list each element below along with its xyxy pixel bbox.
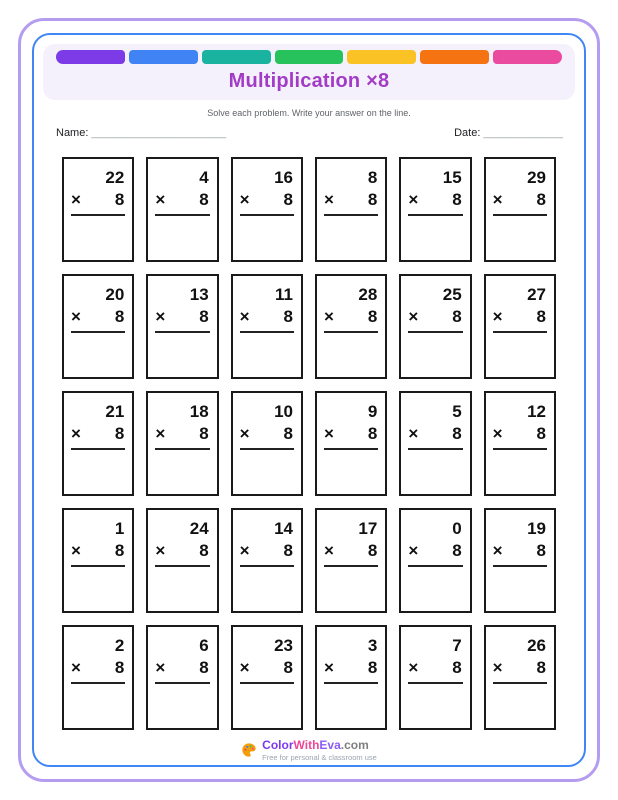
multiply-sign: × bbox=[155, 541, 166, 560]
problem-box bbox=[231, 625, 303, 730]
multiplier: 8 bbox=[452, 541, 462, 560]
answer-space bbox=[71, 567, 125, 617]
multiplier: 8 bbox=[452, 307, 462, 326]
operation-row bbox=[240, 308, 294, 333]
multiplier: 8 bbox=[199, 307, 209, 326]
problem-box bbox=[62, 625, 134, 730]
multiplier: 8 bbox=[283, 541, 293, 560]
date-label: Date: bbox=[454, 127, 481, 139]
multiplier: 8 bbox=[199, 658, 209, 677]
operation-row bbox=[324, 542, 378, 567]
multiplicand: 23 bbox=[274, 636, 293, 655]
answer-space bbox=[324, 684, 378, 734]
answer-space bbox=[493, 684, 547, 734]
multiplicand: 10 bbox=[274, 402, 293, 421]
worksheet-inner-frame bbox=[32, 33, 586, 767]
multiply-sign: × bbox=[155, 190, 166, 209]
multiplicand: 5 bbox=[452, 402, 462, 421]
operation-row bbox=[408, 308, 462, 333]
multiplier: 8 bbox=[367, 541, 378, 560]
multiply-sign: × bbox=[492, 307, 503, 326]
multiplier: 8 bbox=[536, 424, 546, 443]
operation-row bbox=[155, 308, 209, 333]
multiply-sign: × bbox=[408, 190, 419, 209]
multiply-sign: × bbox=[239, 424, 250, 443]
multiplicand: 16 bbox=[274, 168, 293, 187]
answer-space bbox=[155, 567, 209, 617]
operation-row bbox=[324, 308, 378, 333]
multiplicand: 15 bbox=[442, 168, 462, 187]
problem-box bbox=[146, 391, 218, 496]
operation-row bbox=[71, 191, 125, 216]
multiply-sign: × bbox=[71, 541, 81, 560]
rainbow-bar bbox=[56, 50, 562, 64]
rainbow-bar-segment bbox=[493, 50, 562, 64]
worksheet-page bbox=[18, 18, 600, 782]
multiplier: 8 bbox=[114, 190, 125, 209]
operation-row bbox=[240, 542, 294, 567]
problem-box bbox=[231, 391, 303, 496]
operation-row bbox=[155, 191, 209, 216]
answer-space bbox=[240, 567, 294, 617]
multiplier: 8 bbox=[367, 190, 378, 209]
operation-row bbox=[155, 659, 209, 684]
multiplicand: 1 bbox=[114, 519, 125, 538]
problem-box bbox=[399, 391, 471, 496]
multiplier: 8 bbox=[114, 307, 125, 326]
multiply-sign: × bbox=[239, 541, 250, 560]
multiplier: 8 bbox=[114, 541, 125, 560]
rainbow-bar-segment bbox=[275, 50, 344, 64]
multiply-sign: × bbox=[324, 307, 334, 326]
problems-grid bbox=[62, 157, 556, 730]
operation-row bbox=[155, 542, 209, 567]
multiplicand: 24 bbox=[189, 519, 209, 538]
problem-box bbox=[399, 157, 471, 262]
multiply-sign: × bbox=[324, 658, 334, 677]
problem-box bbox=[62, 274, 134, 379]
answer-space bbox=[71, 450, 125, 500]
multiplicand: 22 bbox=[105, 168, 125, 187]
answer-space bbox=[408, 450, 462, 500]
answer-space bbox=[155, 216, 209, 266]
multiply-sign: × bbox=[71, 307, 81, 326]
problem-box bbox=[484, 391, 556, 496]
problem-box bbox=[231, 274, 303, 379]
operation-row bbox=[71, 542, 125, 567]
name-label: Name: bbox=[56, 127, 89, 139]
multiply-sign: × bbox=[71, 658, 81, 677]
answer-space bbox=[155, 684, 209, 734]
multiplier: 8 bbox=[536, 307, 546, 326]
multiplier: 8 bbox=[452, 658, 462, 677]
footer-text-block bbox=[262, 739, 377, 762]
operation-row bbox=[71, 659, 125, 684]
multiplicand: 18 bbox=[189, 402, 209, 421]
answer-space bbox=[324, 567, 378, 617]
multiplicand: 25 bbox=[442, 285, 462, 304]
multiplicand: 26 bbox=[527, 636, 546, 655]
multiply-sign: × bbox=[239, 307, 250, 326]
multiplier: 8 bbox=[114, 424, 125, 443]
multiply-sign: × bbox=[492, 190, 503, 209]
multiplicand: 20 bbox=[105, 285, 125, 304]
multiplier: 8 bbox=[536, 541, 546, 560]
answer-space bbox=[493, 450, 547, 500]
answer-space bbox=[71, 684, 125, 734]
multiplier: 8 bbox=[199, 424, 209, 443]
name-blank-line: ______________________ bbox=[91, 127, 227, 139]
multiplier: 8 bbox=[367, 424, 378, 443]
multiplier: 8 bbox=[199, 190, 209, 209]
problem-box bbox=[399, 625, 471, 730]
operation-row bbox=[324, 191, 378, 216]
brand-name bbox=[262, 739, 377, 753]
answer-space bbox=[324, 216, 378, 266]
footer bbox=[43, 739, 575, 762]
name-field bbox=[56, 127, 226, 139]
multiplicand: 7 bbox=[452, 636, 462, 655]
rainbow-bar-segment bbox=[420, 50, 489, 64]
date-blank-line: _____________ bbox=[483, 127, 563, 139]
rainbow-bar-segment bbox=[202, 50, 271, 64]
problem-box bbox=[399, 274, 471, 379]
problem-box bbox=[399, 508, 471, 613]
multiplicand: 21 bbox=[105, 402, 125, 421]
problem-box bbox=[484, 157, 556, 262]
multiply-sign: × bbox=[239, 658, 250, 677]
multiplier: 8 bbox=[536, 190, 546, 209]
operation-row bbox=[408, 425, 462, 450]
multiply-sign: × bbox=[71, 190, 81, 209]
date-field bbox=[454, 127, 563, 139]
multiply-sign: × bbox=[408, 307, 419, 326]
operation-row bbox=[408, 659, 462, 684]
multiply-sign: × bbox=[155, 307, 166, 326]
palette-icon bbox=[241, 742, 257, 758]
problem-box bbox=[315, 508, 387, 613]
multiplicand: 27 bbox=[527, 285, 546, 304]
multiplicand: 9 bbox=[367, 402, 378, 421]
multiply-sign: × bbox=[408, 541, 419, 560]
multiplier: 8 bbox=[452, 424, 462, 443]
brand-name-part: With bbox=[293, 738, 320, 752]
brand-name-part: Eva bbox=[319, 738, 341, 752]
answer-space bbox=[408, 216, 462, 266]
answer-space bbox=[155, 333, 209, 383]
brand-name-part: Color bbox=[262, 738, 294, 752]
problem-box bbox=[146, 508, 218, 613]
multiplier: 8 bbox=[114, 658, 125, 677]
answer-space bbox=[71, 333, 125, 383]
operation-row bbox=[493, 308, 547, 333]
operation-row bbox=[493, 659, 547, 684]
multiply-sign: × bbox=[71, 424, 81, 443]
multiply-sign: × bbox=[408, 424, 419, 443]
name-date-row bbox=[56, 127, 563, 139]
multiplicand: 29 bbox=[527, 168, 546, 187]
operation-row bbox=[71, 308, 125, 333]
multiplicand: 2 bbox=[114, 636, 125, 655]
answer-space bbox=[408, 684, 462, 734]
multiplicand: 6 bbox=[199, 636, 209, 655]
multiplier: 8 bbox=[452, 190, 462, 209]
answer-space bbox=[240, 216, 294, 266]
answer-space bbox=[493, 567, 547, 617]
multiply-sign: × bbox=[155, 658, 166, 677]
multiplier: 8 bbox=[283, 307, 293, 326]
multiplier: 8 bbox=[283, 424, 293, 443]
header-band bbox=[43, 44, 575, 100]
operation-row bbox=[240, 659, 294, 684]
answer-space bbox=[240, 450, 294, 500]
multiply-sign: × bbox=[492, 658, 503, 677]
answer-space bbox=[408, 567, 462, 617]
problem-box bbox=[62, 508, 134, 613]
multiplier: 8 bbox=[283, 190, 293, 209]
multiply-sign: × bbox=[324, 541, 334, 560]
multiplicand: 13 bbox=[189, 285, 209, 304]
multiply-sign: × bbox=[155, 424, 166, 443]
operation-row bbox=[240, 191, 294, 216]
multiplicand: 17 bbox=[358, 519, 378, 538]
answer-space bbox=[71, 216, 125, 266]
multiplicand: 28 bbox=[358, 285, 378, 304]
multiplicand: 12 bbox=[527, 402, 546, 421]
operation-row bbox=[324, 425, 378, 450]
operation-row bbox=[155, 425, 209, 450]
problem-box bbox=[146, 157, 218, 262]
multiplicand: 19 bbox=[527, 519, 546, 538]
operation-row bbox=[493, 425, 547, 450]
operation-row bbox=[240, 425, 294, 450]
multiply-sign: × bbox=[408, 658, 419, 677]
problem-box bbox=[231, 508, 303, 613]
problem-box bbox=[62, 391, 134, 496]
operation-row bbox=[71, 425, 125, 450]
multiplier: 8 bbox=[199, 541, 209, 560]
answer-space bbox=[240, 684, 294, 734]
operation-row bbox=[324, 659, 378, 684]
answer-space bbox=[240, 333, 294, 383]
answer-space bbox=[493, 216, 547, 266]
problem-box bbox=[484, 625, 556, 730]
multiplier: 8 bbox=[367, 307, 378, 326]
operation-row bbox=[493, 542, 547, 567]
answer-space bbox=[155, 450, 209, 500]
answer-space bbox=[408, 333, 462, 383]
problem-box bbox=[231, 157, 303, 262]
brand-name-part: .com bbox=[340, 738, 369, 752]
problem-box bbox=[484, 274, 556, 379]
multiply-sign: × bbox=[324, 424, 334, 443]
problem-box bbox=[146, 274, 218, 379]
answer-space bbox=[324, 333, 378, 383]
problem-box bbox=[146, 625, 218, 730]
multiplicand: 3 bbox=[367, 636, 378, 655]
multiply-sign: × bbox=[492, 541, 503, 560]
problem-box bbox=[315, 391, 387, 496]
multiplier: 8 bbox=[367, 658, 378, 677]
problem-box bbox=[315, 625, 387, 730]
problem-box bbox=[62, 157, 134, 262]
page-title: Multiplication ×8 bbox=[228, 70, 390, 92]
multiplier: 8 bbox=[283, 658, 293, 677]
problem-box bbox=[315, 157, 387, 262]
multiplier: 8 bbox=[536, 658, 546, 677]
answer-space bbox=[493, 333, 547, 383]
rainbow-bar-segment bbox=[56, 50, 125, 64]
problem-box bbox=[484, 508, 556, 613]
multiplicand: 11 bbox=[275, 285, 293, 304]
operation-row bbox=[408, 542, 462, 567]
answer-space bbox=[324, 450, 378, 500]
multiply-sign: × bbox=[239, 190, 250, 209]
instructions-text: Solve each problem. Write your answer on the line. bbox=[207, 108, 411, 118]
problem-box bbox=[315, 274, 387, 379]
multiplicand: 8 bbox=[367, 168, 378, 187]
multiplicand: 14 bbox=[274, 519, 293, 538]
rainbow-bar-segment bbox=[347, 50, 416, 64]
operation-row bbox=[493, 191, 547, 216]
multiply-sign: × bbox=[324, 190, 334, 209]
rainbow-bar-segment bbox=[129, 50, 198, 64]
multiplicand: 4 bbox=[199, 168, 209, 187]
footer-tagline: Free for personal & classroom use bbox=[262, 752, 377, 762]
operation-row bbox=[408, 191, 462, 216]
multiply-sign: × bbox=[492, 424, 503, 443]
multiplicand: 0 bbox=[452, 519, 462, 538]
